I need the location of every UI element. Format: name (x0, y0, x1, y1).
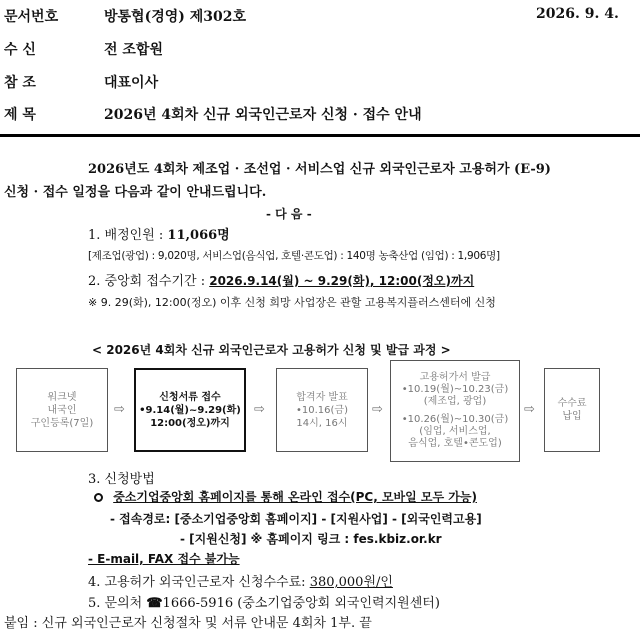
section-3-bullet (94, 488, 477, 505)
section-2-note: ※ 9. 29(화), 12:00(정오) 이후 신청 희망 사업장은 관할 고용복지플러스센터에 신청 (88, 296, 496, 309)
section-3-route-2: - [지원신청] ※ 홈페이지 링크 : fes.kbiz.or.kr (180, 532, 442, 546)
flow-step-3-line: 14시, 16시 (296, 417, 348, 429)
flow-step-4-line: 음식업, 호텔•콘도업) (408, 438, 502, 449)
reference-label: 참 조 (4, 75, 36, 91)
phone-icon: ☎ (146, 596, 163, 611)
doc-number-value: 방통협(경영) 제302호 (104, 9, 247, 25)
subject-label: 제 목 (4, 107, 36, 123)
flow-step-4-line: •10.26(월)~10.30(금) (401, 414, 509, 425)
section-2-label: 2. 중앙회 접수기간 : (88, 274, 210, 289)
section-5 (88, 592, 440, 611)
section-3-label: 3. 신청방법 (88, 472, 155, 487)
flow-step-3-line: 합격자 발표 (296, 391, 348, 403)
intro-line-2: 신청 · 접수 일정을 다음과 같이 안내드립니다. (4, 185, 267, 200)
section-5-label: 5. 문의처 (88, 596, 147, 611)
recipient-label: 수 신 (4, 42, 36, 58)
section-1-label: 1. 배정인원 : (88, 228, 168, 243)
flow-step-3 (276, 368, 368, 452)
flow-step-1 (16, 368, 108, 452)
section-5-value: 1666-5916 (중소기업중앙회 외국인력지원센터) (162, 596, 440, 611)
section-3-route: - 접속경로: [중소기업중앙회 홈페이지] - [지원사업] - [외국인력고용] (110, 512, 482, 526)
center-heading: - 다 음 - (266, 207, 312, 221)
flow-step-4 (390, 360, 520, 462)
flow-step-2-line: 12:00(정오)까지 (150, 417, 230, 429)
flow-title: < 2026년 4회차 신규 외국인근로자 고용허가 신청 및 발급 과정 > (92, 343, 451, 357)
section-1 (88, 224, 230, 243)
doc-number-label: 문서번호 (4, 9, 59, 25)
section-4-label: 4. 고용허가 외국인근로자 신청수수료: (88, 575, 310, 590)
recipient-value: 전 조합원 (104, 42, 163, 58)
flow-step-4-line: (임업, 서비스업, (419, 426, 491, 437)
flow-arrow-1: ⇨ (114, 402, 125, 417)
flow-arrow-4: ⇨ (524, 402, 535, 417)
subject-value: 2026년 4회차 신규 외국인근로자 신청 · 접수 안내 (104, 107, 422, 123)
flow-step-5-line: 납입 (562, 411, 582, 422)
flow-step-1-line: 워크넷 (47, 391, 77, 403)
attachment-line: 붙임 : 신규 외국인근로자 신청절차 및 서류 안내문 4회차 1부. 끝 (4, 616, 372, 631)
section-2 (88, 270, 474, 289)
flow-step-4-line: •10.19(월)~10.23(금) (401, 384, 509, 395)
section-4 (88, 571, 393, 590)
section-1-value: 11,066명 (167, 228, 230, 243)
section-3-bullet-text: 중소기업중앙회 홈페이지를 통해 온라인 접수(PC, 모바일 모두 가능) (113, 490, 477, 504)
section-2-value: 2026.9.14(월) ~ 9.29(화), 12:00(정오)까지 (209, 274, 475, 288)
circle-bullet-icon (94, 493, 103, 502)
flow-step-2 (134, 368, 246, 452)
flow-step-4-line: (제조업, 광업) (423, 396, 487, 407)
flow-step-3-line: •10.16(금) (296, 404, 348, 416)
header-divider (0, 134, 640, 137)
intro-line-1: 2026년도 4회차 제조업 · 조선업 · 서비스업 신규 외국인근로자 고용허가 (E-9) (88, 162, 551, 177)
flow-step-1-line: 구인등록(7일) (30, 417, 94, 429)
flow-step-1-line: 내국인 (47, 404, 77, 416)
reference-value: 대표이사 (104, 75, 159, 91)
flow-step-4-line: 고용허가서 발급 (419, 372, 491, 383)
flow-arrow-3: ⇨ (372, 402, 383, 417)
flow-step-2-line: 신청서류 접수 (159, 391, 221, 403)
section-4-value: 380,000원/인 (309, 575, 393, 590)
flow-arrow-2: ⇨ (254, 402, 265, 417)
section-3-fax-note: - E-mail, FAX 접수 불가능 (88, 552, 240, 566)
flow-step-5-line: 수수료 (557, 398, 587, 409)
flow-step-5 (544, 368, 600, 452)
section-1-detail: [제조업(광업) : 9,020명, 서비스업(음식업, 호텔·콘도업) : 140명 농축산업 (임업) : 1,906명] (88, 250, 500, 262)
flow-step-2-line: •9.14(월)~9.29(화) (139, 404, 241, 416)
doc-date: 2026. 9. 4. (536, 6, 619, 22)
